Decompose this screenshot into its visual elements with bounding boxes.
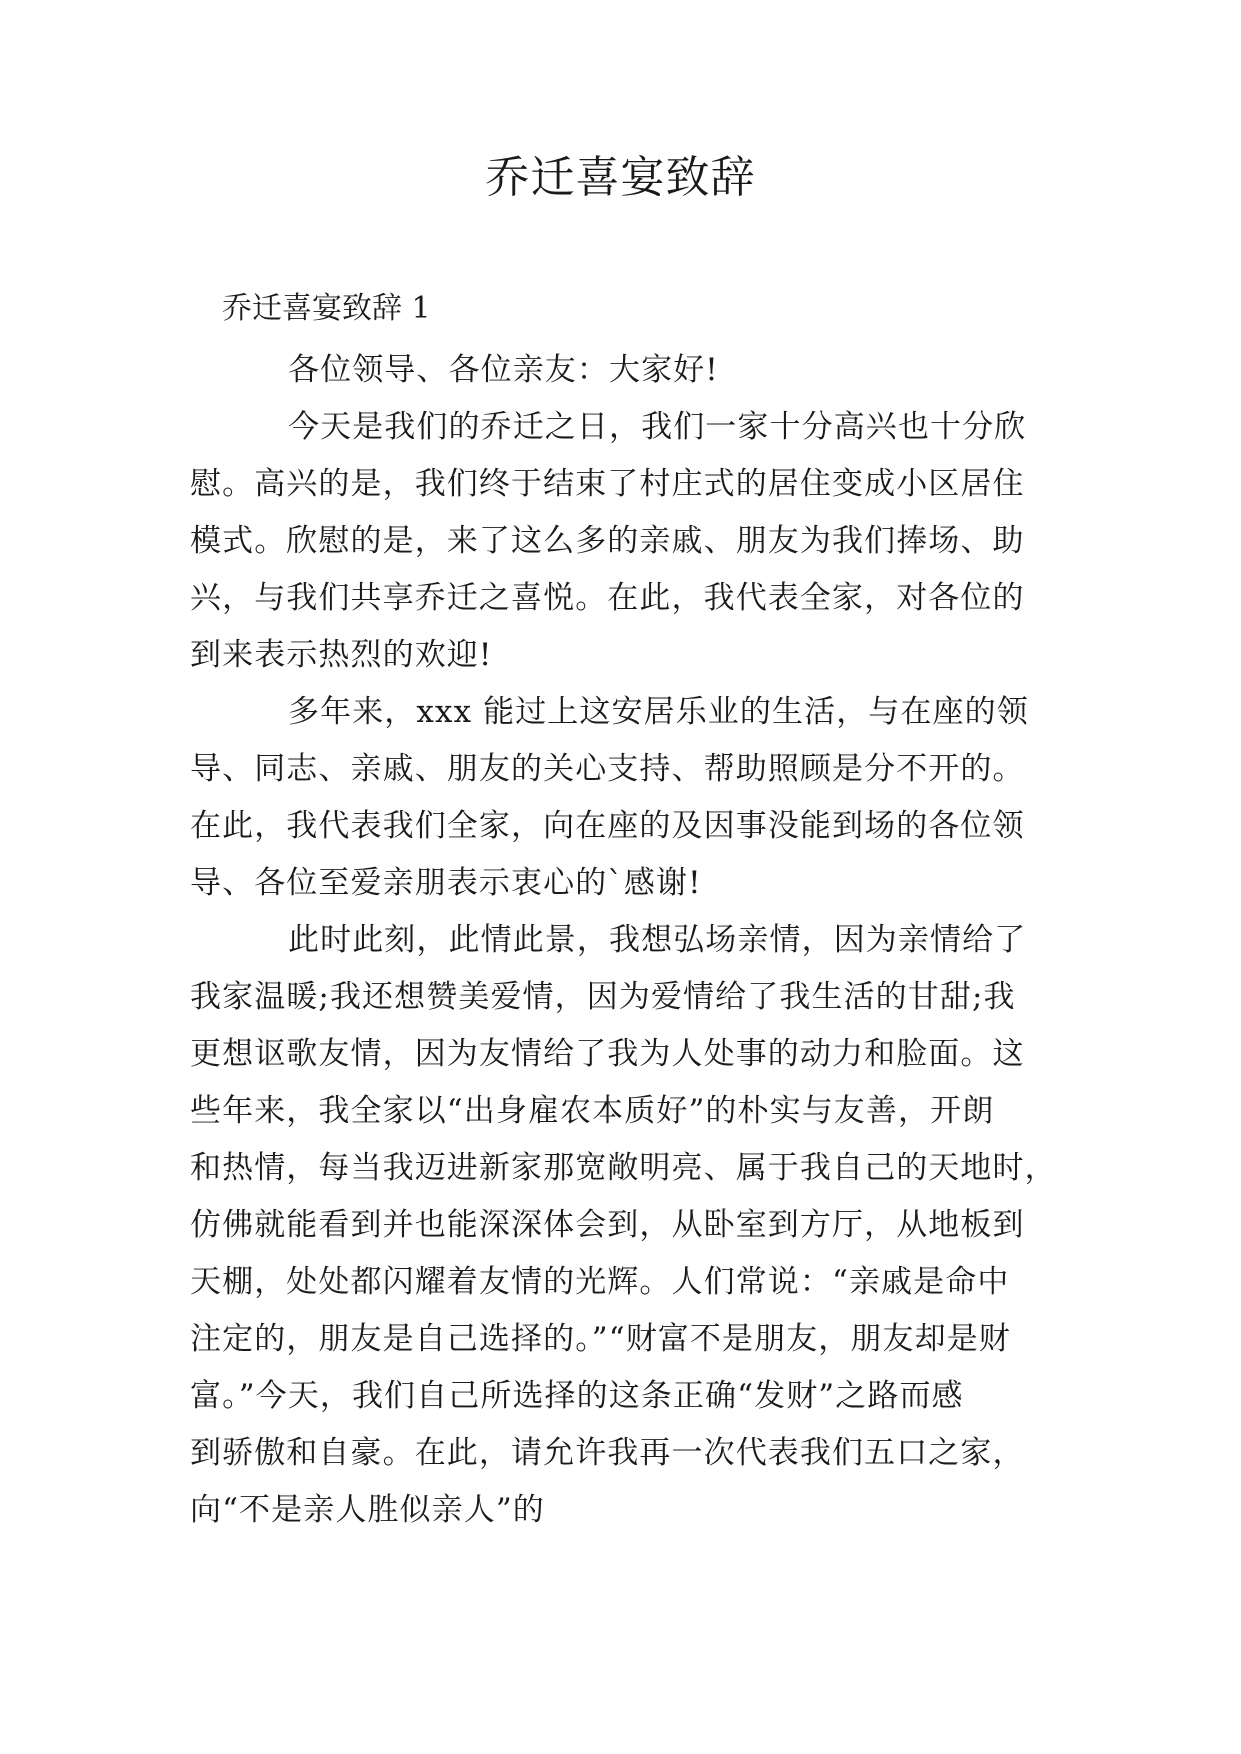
text-line: 天棚，处处都闪耀着友情的光辉。人们常说：“亲戚是命中 [190,1264,1010,1300]
text-line: 我家温暖;我还想赞美爱情，因为爱情给了我生活的甘甜;我 [190,979,1016,1015]
text-line: 注定的，朋友是自己选择的。”“财富不是朋友，朋友却是财 [190,1321,1011,1357]
text-line: 在此，我代表我们全家，向在座的及因事没能到场的各位领 [190,808,1025,844]
text-line: 导、同志、亲戚、朋友的关心支持、帮助照顾是分不开的。 [190,751,1025,787]
section-heading: 乔迁喜宴致辞 1 [222,291,431,326]
text-line: 今天是我们的乔迁之日，我们一家十分高兴也十分欣 [288,409,1027,445]
text-line: 更想讴歌友情，因为友情给了我为人处事的动力和脸面。这 [190,1036,1025,1072]
text-line: 模式。欣慰的是，来了这么多的亲戚、朋友为我们捧场、助 [190,523,1025,559]
text-line: 向“不是亲人胜似亲人”的 [190,1492,545,1528]
text-line: 到来表示热烈的欢迎! [190,637,493,673]
text-line: 此时此刻，此情此景，我想弘场亲情，因为亲情给了 [288,922,1027,958]
text-line: 各位领导、各位亲友：大家好! [288,352,719,388]
text-line: 导、各位至爱亲朋表示衷心的`感谢! [190,865,702,901]
text-line: 和热情，每当我迈进新家那宽敞明亮、属于我自己的天地时， [190,1150,1057,1186]
document-body [190,342,1070,1539]
text-line: 多年来，xxx 能过上这安居乐业的生活，与在座的领 [288,694,1029,730]
text-line: 慰。高兴的是，我们终于结束了村庄式的居住变成小区居住 [190,466,1025,502]
text-line: 到骄傲和自豪。在此，请允许我再一次代表我们五口之家， [190,1435,1025,1471]
document-title: 乔迁喜宴致辞 [485,152,756,203]
text-line: 仿佛就能看到并也能深深体会到，从卧室到方厅，从地板到 [190,1207,1025,1243]
text-line: 富。”今天，我们自己所选择的这条正确“发财”之路而感 [190,1378,964,1414]
text-line: 些年来，我全家以“出身雇农本质好”的朴实与友善，开朗 [190,1093,995,1129]
text-line: 兴，与我们共享乔迁之喜悦。在此，我代表全家，对各位的 [190,580,1025,616]
